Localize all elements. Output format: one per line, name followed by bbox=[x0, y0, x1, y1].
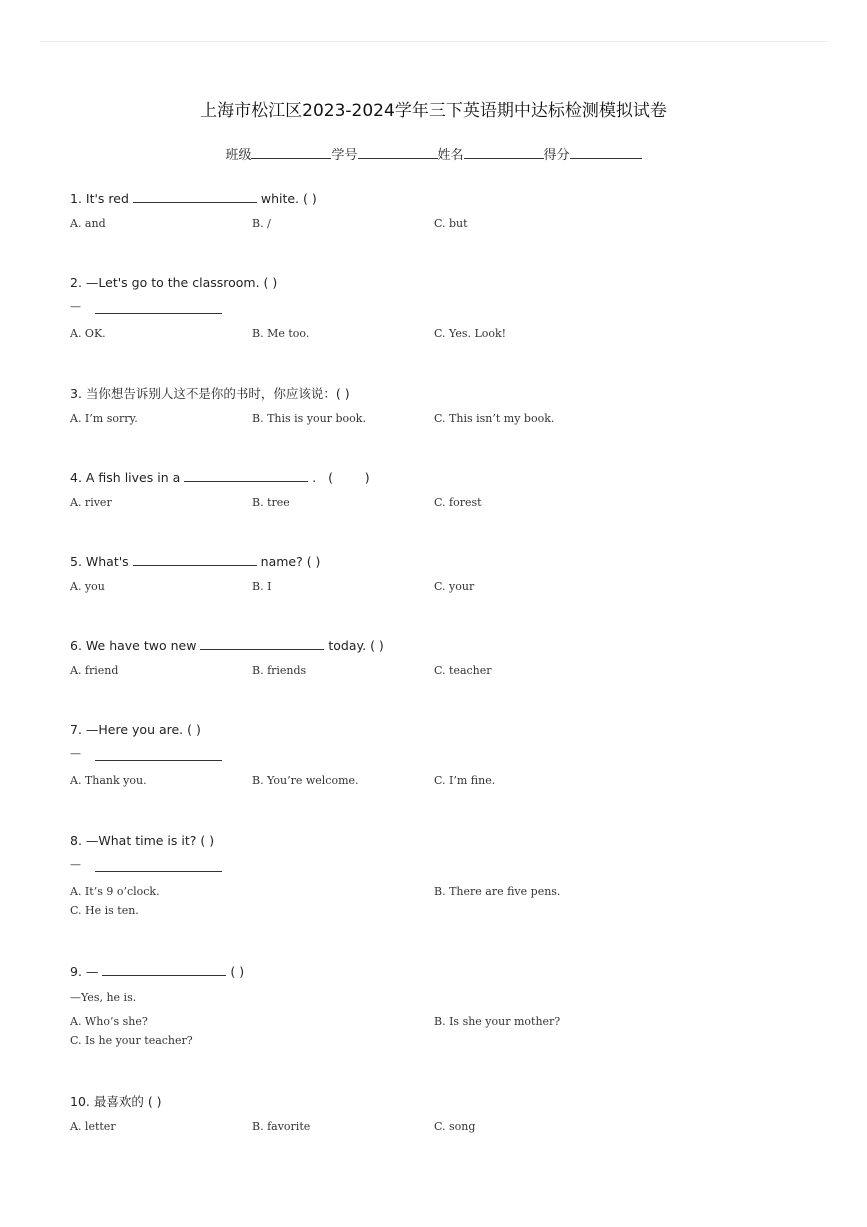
option-a: A. Who’s she? bbox=[70, 1015, 148, 1028]
student-info-line bbox=[0, 144, 867, 163]
score-label: 得分 bbox=[543, 148, 570, 163]
question-4 bbox=[70, 469, 830, 512]
question-stem: 5. What's name? ( ) bbox=[70, 554, 321, 569]
question-stem: 1. It's red white. ( ) bbox=[70, 191, 317, 206]
option-c: C. Is he your teacher? bbox=[70, 1034, 193, 1047]
answer-blank bbox=[102, 963, 226, 976]
question-3 bbox=[70, 385, 830, 428]
name-blank bbox=[464, 145, 544, 159]
option-a: A. letter bbox=[70, 1120, 116, 1133]
question-1 bbox=[70, 190, 830, 233]
options-row bbox=[70, 664, 830, 680]
name-label: 姓名 bbox=[437, 148, 464, 163]
header-divider bbox=[40, 41, 827, 42]
option-a: A. Thank you. bbox=[70, 774, 147, 787]
options-block bbox=[70, 1015, 830, 1053]
options-row bbox=[70, 217, 830, 233]
reply-line: — bbox=[70, 747, 830, 765]
option-a: A. It’s 9 o’clock. bbox=[70, 885, 160, 898]
options-row bbox=[70, 412, 830, 428]
option-a: A. I’m sorry. bbox=[70, 412, 138, 425]
question-stem: 2. —Let's go to the classroom. ( ) bbox=[70, 275, 278, 290]
question-stem: 3. 当你想告诉别人这不是你的书时，你应该说：( ) bbox=[70, 386, 350, 401]
question-stem: 6. We have two new today. ( ) bbox=[70, 638, 384, 653]
option-c: C. song bbox=[434, 1120, 476, 1133]
question-stem: 4. A fish lives in a . ( ) bbox=[70, 470, 370, 485]
option-b: B. tree bbox=[252, 496, 290, 509]
class-blank bbox=[251, 145, 331, 159]
question-8 bbox=[70, 832, 830, 923]
option-b: B. Me too. bbox=[252, 327, 310, 340]
question-stem: 9. — ( ) bbox=[70, 964, 245, 979]
options-block bbox=[70, 885, 830, 923]
options-row bbox=[70, 327, 830, 343]
option-b: B. favorite bbox=[252, 1120, 311, 1133]
score-blank bbox=[570, 145, 642, 159]
option-b: B. / bbox=[252, 217, 271, 230]
answer-blank bbox=[200, 637, 324, 650]
option-b: B. There are five pens. bbox=[434, 885, 561, 898]
option-b: B. friends bbox=[252, 664, 307, 677]
question-stem: 10. 最喜欢的 ( ) bbox=[70, 1094, 162, 1109]
options-row bbox=[70, 774, 830, 790]
class-label: 班级 bbox=[225, 148, 252, 163]
reply-text: —Yes, he is. bbox=[70, 991, 137, 1004]
question-9 bbox=[70, 963, 830, 1053]
question-2 bbox=[70, 274, 830, 343]
option-c: C. I’m fine. bbox=[434, 774, 496, 787]
reply-line: — bbox=[70, 858, 830, 876]
question-stem: 8. —What time is it? ( ) bbox=[70, 833, 215, 848]
option-b: B. This is your book. bbox=[252, 412, 366, 425]
answer-blank bbox=[133, 190, 257, 203]
options-row bbox=[70, 580, 830, 596]
page-title: 上海市松江区2023-2024学年三下英语期中达标检测模拟试卷 bbox=[200, 101, 667, 121]
number-label: 学号 bbox=[331, 148, 358, 163]
question-7 bbox=[70, 721, 830, 790]
option-b: B. Is she your mother? bbox=[434, 1015, 561, 1028]
reply-line: — bbox=[70, 300, 830, 318]
question-5 bbox=[70, 553, 830, 596]
option-a: A. river bbox=[70, 496, 112, 509]
option-c: C. your bbox=[434, 580, 475, 593]
option-a: A. and bbox=[70, 217, 106, 230]
option-a: A. friend bbox=[70, 664, 119, 677]
answer-blank bbox=[95, 313, 222, 314]
answer-blank bbox=[184, 469, 308, 482]
question-10 bbox=[70, 1093, 830, 1136]
option-c: C. but bbox=[434, 217, 468, 230]
option-b: B. You’re welcome. bbox=[252, 774, 359, 787]
option-a: A. you bbox=[70, 580, 105, 593]
option-a: A. OK. bbox=[70, 327, 106, 340]
option-c: C. He is ten. bbox=[70, 904, 139, 917]
answer-blank bbox=[95, 871, 222, 872]
option-c: C. teacher bbox=[434, 664, 492, 677]
number-blank bbox=[358, 145, 438, 159]
answer-blank bbox=[95, 760, 222, 761]
answer-blank bbox=[133, 553, 257, 566]
option-b: B. I bbox=[252, 580, 272, 593]
question-stem: 7. —Here you are. ( ) bbox=[70, 722, 201, 737]
question-6 bbox=[70, 637, 830, 680]
option-c: C. Yes. Look! bbox=[434, 327, 507, 340]
options-row bbox=[70, 1120, 830, 1136]
option-c: C. This isn’t my book. bbox=[434, 412, 555, 425]
option-c: C. forest bbox=[434, 496, 482, 509]
options-row bbox=[70, 496, 830, 512]
